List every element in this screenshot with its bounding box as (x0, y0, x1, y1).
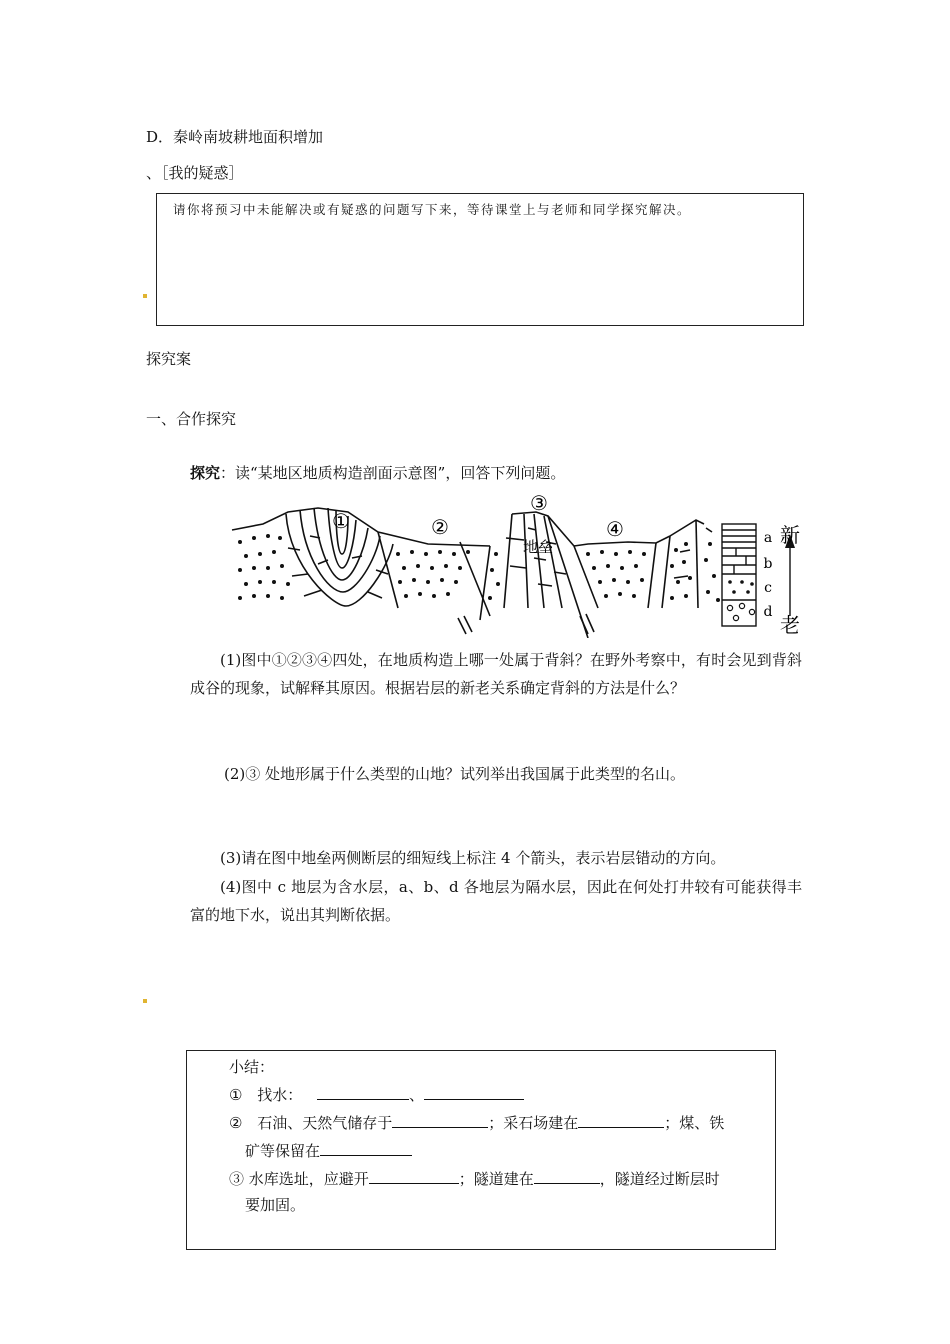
doubt-box[interactable] (156, 193, 804, 326)
blank-2a[interactable] (392, 1113, 488, 1128)
item-1-sep: 、 (409, 1086, 425, 1104)
item-2-text-d: 矿等保留在 (245, 1142, 321, 1160)
item-2-text-a: 石油、天然气储存于 (257, 1114, 393, 1132)
item-2-text-c: ；煤、铁 (664, 1114, 725, 1132)
layer-d: d (763, 604, 773, 620)
summary-title: 小结： (229, 1058, 275, 1076)
layer-b: b (763, 556, 773, 572)
question-3: (3)请在图中地垒两侧断层的细短线上标注 4 个箭头，表示岩层错动的方向。 (220, 849, 726, 867)
blank-2b[interactable] (578, 1113, 664, 1128)
mark-4: ④ (606, 517, 624, 541)
horst-label: 地垒 (522, 538, 554, 556)
exploration-label: 探究 (190, 464, 221, 482)
geology-cross-section (228, 488, 808, 638)
summary-item-3-cont: 要加固。 (245, 1196, 306, 1214)
new-label: 新 (780, 523, 800, 547)
exploration-intro (190, 462, 565, 484)
blank-2c[interactable] (320, 1141, 412, 1156)
item-1-number: ① (229, 1086, 243, 1104)
marker-dot (143, 294, 147, 298)
question-4: (4)图中 c 地层为含水层，a、b、d 各地层为隔水层，因此在何处打井较有可能获得丰富的地下水，说出其判断依据。 (190, 878, 802, 924)
item-3-text-c: ，隧道经过断层时 (599, 1170, 720, 1188)
mark-3: ③ (530, 491, 548, 515)
option-d: D．秦岭南坡耕地面积增加 (146, 128, 324, 146)
marker-dot (143, 999, 147, 1003)
mark-1: ① (332, 509, 350, 533)
summary-item-1 (229, 1083, 524, 1107)
layer-a: a (763, 530, 773, 546)
summary-item-2 (229, 1111, 724, 1135)
item-2-number: ② (229, 1114, 243, 1132)
summary-item-3 (229, 1167, 720, 1191)
item-3-text-b: ；隧道建在 (458, 1170, 534, 1188)
item-1-text: 找水： (257, 1086, 303, 1104)
blank-3a[interactable] (369, 1169, 459, 1184)
section-subtitle: 一、合作探究 (146, 410, 237, 428)
blank-3b[interactable] (534, 1169, 600, 1184)
old-label: 老 (780, 613, 800, 637)
doubt-prompt: 请你将预习中未能解决或有疑惑的问题写下来，等待课堂上与老师和同学探究解决。 (173, 202, 692, 217)
item-3-text-a: ③ 水库选址，应避开 (229, 1170, 369, 1188)
summary-box (186, 1050, 776, 1250)
blank-1b[interactable] (424, 1085, 524, 1100)
question-2: (2)③ 处地形属于什么类型的山地？试列举出我国属于此类型的名山。 (224, 765, 686, 783)
layer-c: c (764, 580, 772, 596)
section-title: 探究案 (146, 350, 192, 368)
mark-2: ② (431, 515, 449, 539)
blank-1a[interactable] (317, 1085, 409, 1100)
exploration-text: ：读“某地区地质构造剖面示意图”，回答下列问题。 (220, 464, 566, 482)
doubt-heading: 、［我的疑惑］ (146, 164, 244, 182)
item-2-text-b: ；采石场建在 (488, 1114, 579, 1132)
summary-item-2-cont (245, 1139, 412, 1163)
question-1: (1)图中①②③④四处，在地质构造上哪一处属于背斜？在野外考察中，有时会见到背斜成谷的现象，试解释其原因。根据岩层的新老关系确定背斜的方法是什么？ (190, 651, 802, 697)
